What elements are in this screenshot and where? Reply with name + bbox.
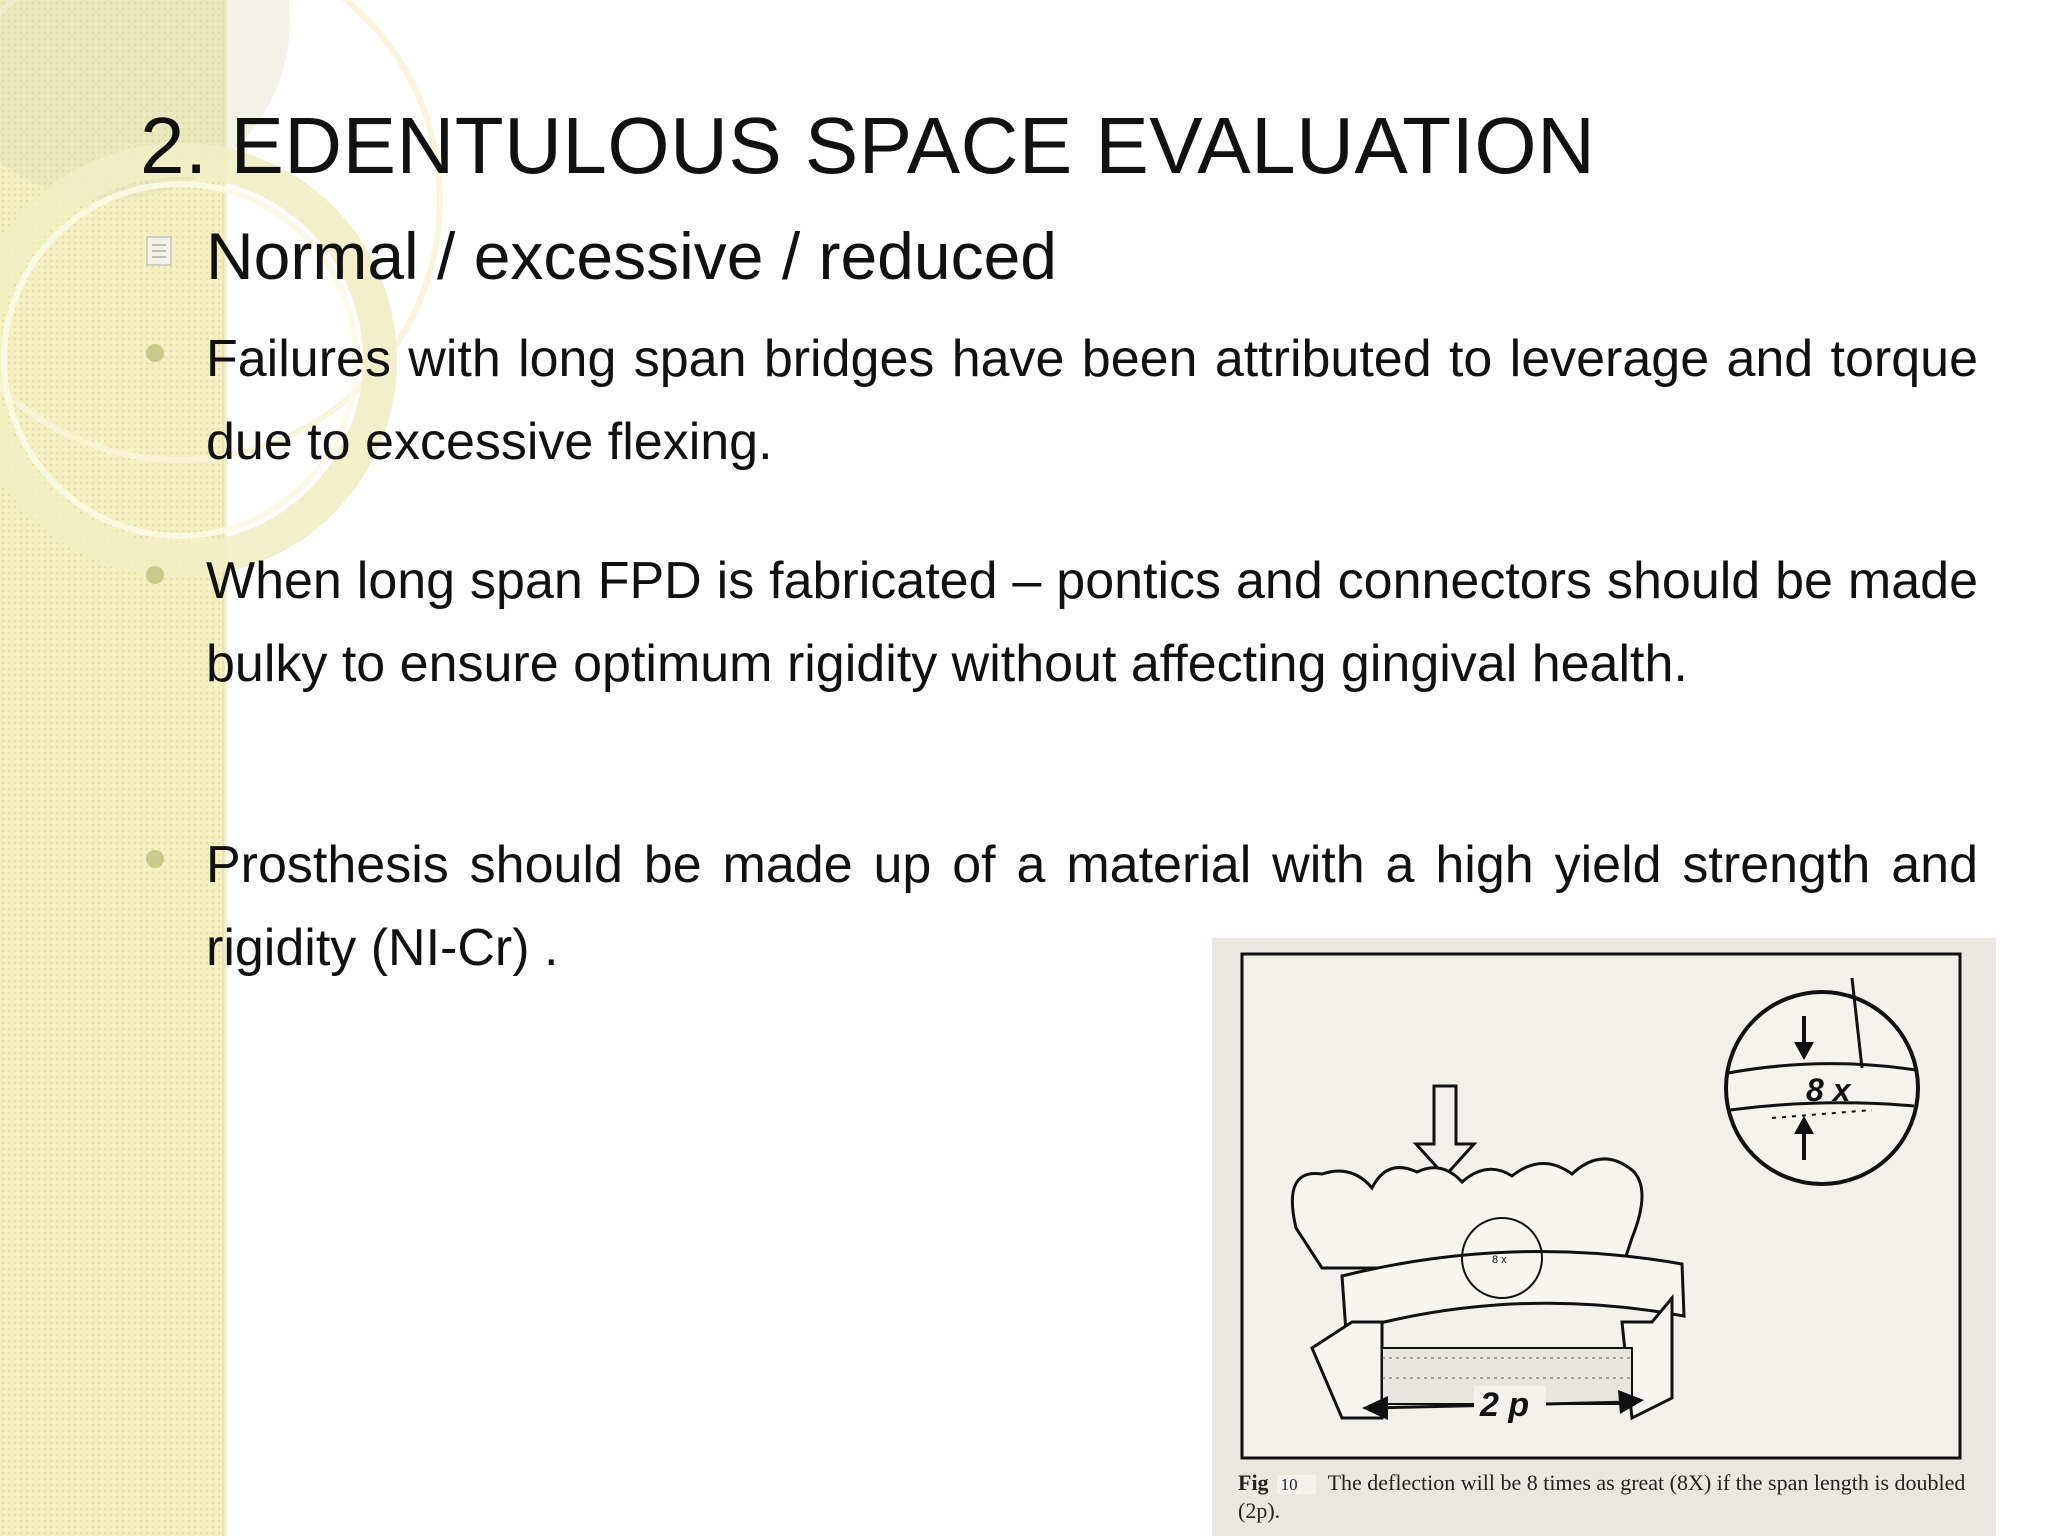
list-lines-icon [146,236,172,266]
caption-label: Fig [1238,1470,1269,1495]
span-label: 2 p [1480,1386,1530,1424]
bullet-text-3: Prosthesis should be made up of a material with a high yield strength and rigidity (NI-Cr) . [206,836,1978,977]
small-zoom-label: 8 x [1492,1254,1507,1266]
bullet-text-1: Failures with long span bridges have been attributed to leverage and torque due to excessive flexing. [206,330,1978,471]
deflection-illustration [1212,938,1996,1536]
caption-number: 10 [1277,1475,1316,1494]
caption-text: The deflection will be 8 times as great (8X) if the span length is doubled (2p). [1238,1470,1966,1523]
dot-bullet-icon [146,344,164,362]
dot-bullet-icon [146,566,164,584]
bullet-text-2: When long span FPD is fabricated – pontics and connectors should be made bulky to ensure optimum rigidity without affecting gingival health. [206,552,1978,693]
slide-title: 2. EDENTULOUS SPACE EVALUATION [140,101,1596,190]
dot-bullet-icon [146,850,164,868]
figure-caption [1238,1470,1978,1524]
deflection-figure [1212,938,1996,1536]
zoom-label: 8 x [1806,1072,1851,1108]
subheading: Normal / excessive / reduced [206,219,1058,293]
